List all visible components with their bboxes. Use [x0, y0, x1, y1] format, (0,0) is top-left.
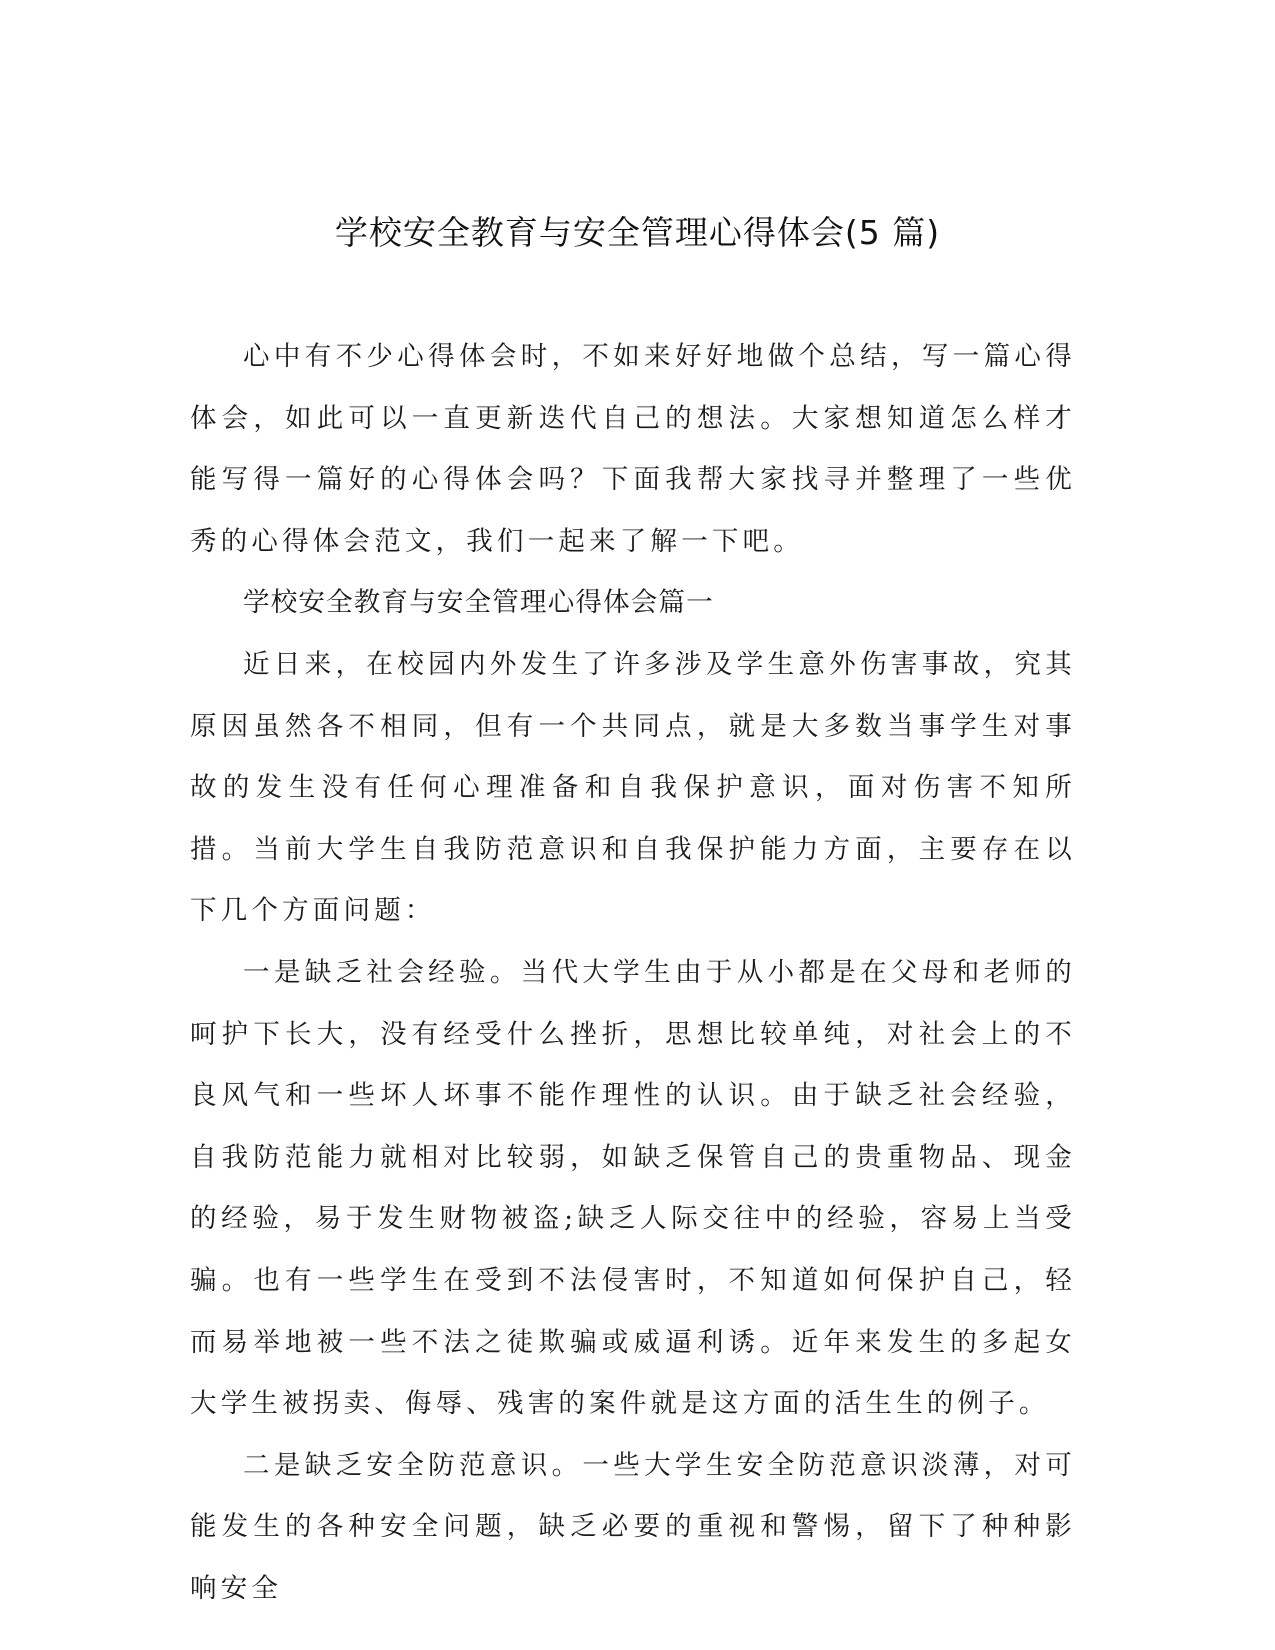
document-body — [190, 326, 1076, 1619]
body-paragraph: 二是缺乏安全防范意识。一些大学生安全防范意识淡薄，对可能发生的各种安全问题，缺乏必要的重视和警惕，留下了种种影响安全 — [190, 1449, 1076, 1604]
section-heading: 学校安全教育与安全管理心得体会篇一 — [243, 587, 714, 619]
document-title: 学校安全教育与安全管理心得体会(5 篇) — [334, 213, 941, 252]
body-paragraph: 一是缺乏社会经验。当代大学生由于从小都是在父母和老师的呵护下长大，没有经受什么挫折，思想比较单纯，对社会上的不良风气和一些坏人坏事不能作理性的认识。由于缺乏社会经验，自我防范能力就相对比较弱，如缺乏保管自己的贵重物品、现金的经验，易于发生财物被盗;缺乏人际交往中的经验，容易上当受骗。也有一些学生在受到不法侵害时，不知道如何保护自己，轻而易举地被一些不法之徒欺骗或威逼利诱。近年来发生的多起女大学生被拐卖、侮辱、残害的案件就是这方面的活生生的例子。 — [190, 956, 1076, 1420]
intro-paragraph: 心中有不少心得体会时，不如来好好地做个总结，写一篇心得体会，如此可以一直更新迭代自己的想法。大家想知道怎么样才能写得一篇好的心得体会吗？下面我帮大家找寻并整理了一些优秀的心得体会范文，我们一起来了解一下吧。 — [190, 341, 1076, 557]
body-paragraph: 近日来，在校园内外发生了许多涉及学生意外伤害事故，究其原因虽然各不相同，但有一个共同点，就是大多数当事学生对事故的发生没有任何心理准备和自我保护意识，面对伤害不知所措。当前大学生自我防范意识和自我保护能力方面，主要存在以下几个方面问题： — [190, 648, 1076, 927]
